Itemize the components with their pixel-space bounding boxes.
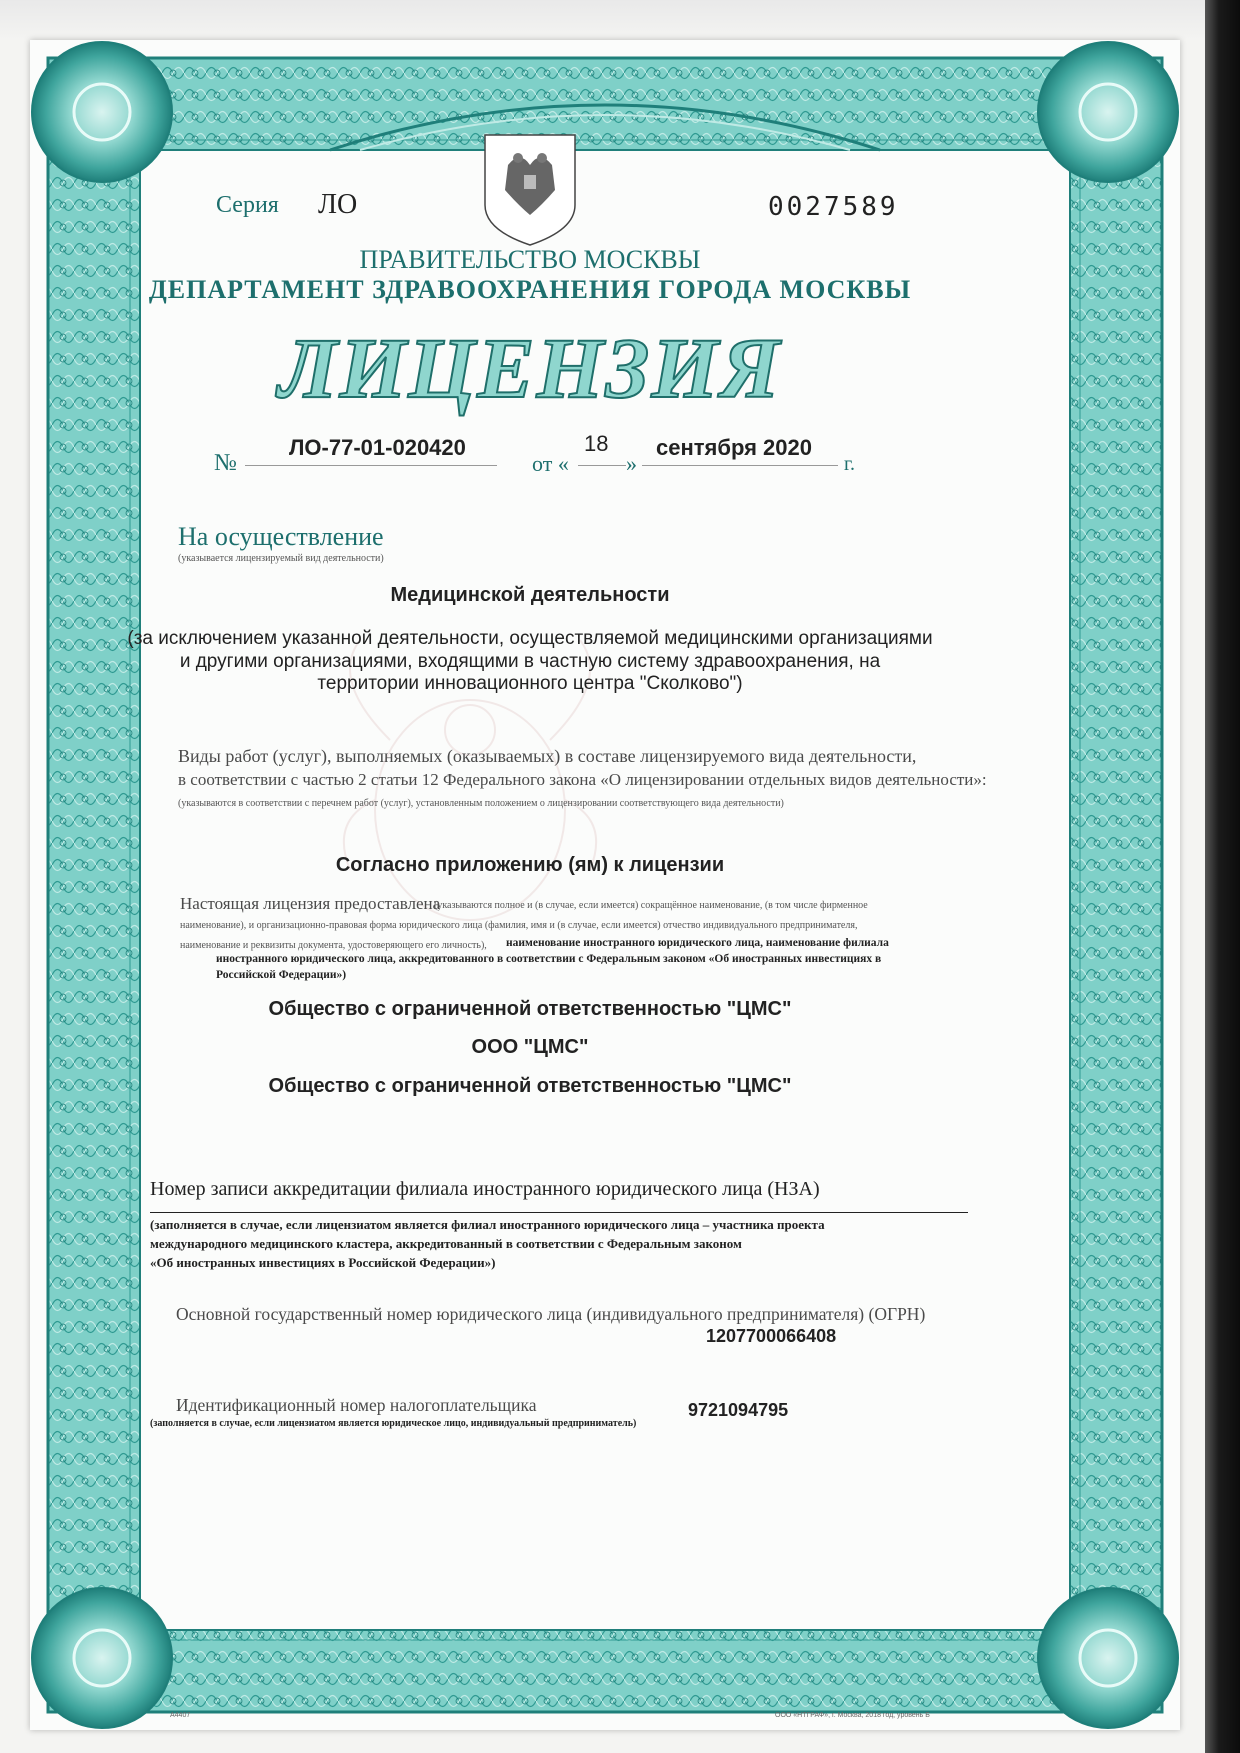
licensee-hint2: наименование), и организационно-правовая форма юридического лица (фамилия, имя и (в случае, если имеется) отчество индивидуального предпринимателя, [180, 920, 858, 931]
nza-note2: международного медицинского кластера, аккредитованный в соответствии с Федеральным законом [150, 1236, 742, 1251]
printer-info: ООО «НТГРАФ», г. Москва, 2018 год, уровень Б [775, 1712, 930, 1719]
works-line2: в соответствии с частью 2 статьи 12 Федерального закона «О лицензировании отдельных видов деятельности»: [178, 770, 987, 789]
licensee-full-name: Общество с ограниченной ответственностью "ЦМС" [268, 998, 792, 1020]
inn-note: (заполняется в случае, если лицензиатом является юридическое лицо, индивидуальный предприниматель) [150, 1418, 637, 1429]
nza-note3: «Об иностранных инвестициях в Российской Федерации») [150, 1255, 496, 1270]
activity-exception-line1: (за исключением указанной деятельности, осуществляемой медицинскими организациями [127, 628, 933, 649]
rosette-bottom-left [32, 1588, 172, 1728]
series-label: Серия [216, 192, 279, 218]
ogrn-value: 1207700066408 [706, 1326, 837, 1346]
licensee-brand-name: Общество с ограниченной ответственностью "ЦМС" [268, 1075, 792, 1097]
date-prefix: от « [532, 451, 569, 476]
licensee-bold-part2: иностранного юридического лица, аккредитованного в соответствии с Федеральным законом «Об иностранных инвестициях в [216, 953, 882, 965]
rosette-bottom-right [1038, 1588, 1178, 1728]
inn-label: Идентификационный номер налогоплательщика [176, 1395, 537, 1415]
serial-number: 0027589 [768, 192, 899, 222]
activity-heading-hint: (указывается лицензируемый вид деятельности) [178, 553, 384, 564]
nza-note1: (заполняется в случае, если лицензиатом является филиал иностранного юридического лица – участника проекта [150, 1217, 825, 1232]
ogrn-label: Основной государственный номер юридического лица (индивидуального предпринимателя) (ОГРН) [176, 1304, 926, 1324]
day-field [578, 431, 626, 466]
year-suffix: г. [844, 453, 855, 475]
license-month-year: сентября 2020 [656, 435, 812, 460]
activity-exception-line3: территории инновационного центра "Сколково") [317, 673, 743, 694]
government-title: ПРАВИТЕЛЬСТВО МОСКВЫ [359, 245, 701, 274]
license-day: 18 [584, 431, 609, 456]
month-year-field [642, 435, 838, 466]
licensee-hint1: (указываются полное и (в случае, если имеется) сокращённое наименование, (в том числе фирменное [434, 900, 868, 911]
activity-exception-line2: и другими организациями, входящими в частную систему здравоохранения, на [179, 651, 881, 672]
photo-background-top [0, 0, 1240, 40]
photo-background-right [1205, 0, 1240, 1753]
works-hint: (указываются в соответствии с перечнем работ (услуг), установленным положением о лицензировании соответствующего вида деятельности) [178, 798, 784, 809]
department-title: ДЕПАРТАМЕНТ ЗДРАВООХРАНЕНИЯ ГОРОДА МОСКВЫ [148, 275, 912, 304]
number-field [245, 435, 497, 466]
works-line1: Виды работ (услуг), выполняемых (оказываемых) в составе лицензируемого вида деятельности, [178, 746, 917, 766]
activity-heading: На осуществление [178, 522, 384, 551]
activity-name: Медицинской деятельности [390, 584, 670, 606]
nza-value-line [150, 1210, 968, 1213]
works-value: Согласно приложению (ям) к лицензии [335, 854, 725, 876]
number-sign: № [214, 450, 237, 476]
license-number: ЛО-77-01-020420 [289, 435, 466, 460]
coat-of-arms-icon [485, 135, 575, 245]
date-close: » [626, 451, 637, 476]
license-document [30, 40, 1180, 1730]
licensee-short-name: ООО "ЦМС" [471, 1036, 589, 1058]
license-title: ЛИЦЕНЗИЯ [278, 320, 782, 416]
rosette-top-left [32, 42, 172, 182]
series-value: ЛО [318, 189, 358, 220]
nza-label: Номер записи аккредитации филиала иностранного юридического лица (НЗА) [150, 1178, 820, 1200]
inn-value: 9721094795 [688, 1400, 789, 1420]
licensee-bold-part3: Российской Федерации») [216, 969, 347, 981]
licensee-bold-part1: наименование иностранного юридического лица, наименование филиала [506, 937, 889, 949]
licensee-intro: Настоящая лицензия предоставлена [180, 894, 441, 913]
licensee-hint3: наименование и реквизиты документа, удостоверяющего его личность), [180, 940, 487, 951]
form-code: А4407 [170, 1712, 191, 1719]
rosette-top-right [1038, 42, 1178, 182]
